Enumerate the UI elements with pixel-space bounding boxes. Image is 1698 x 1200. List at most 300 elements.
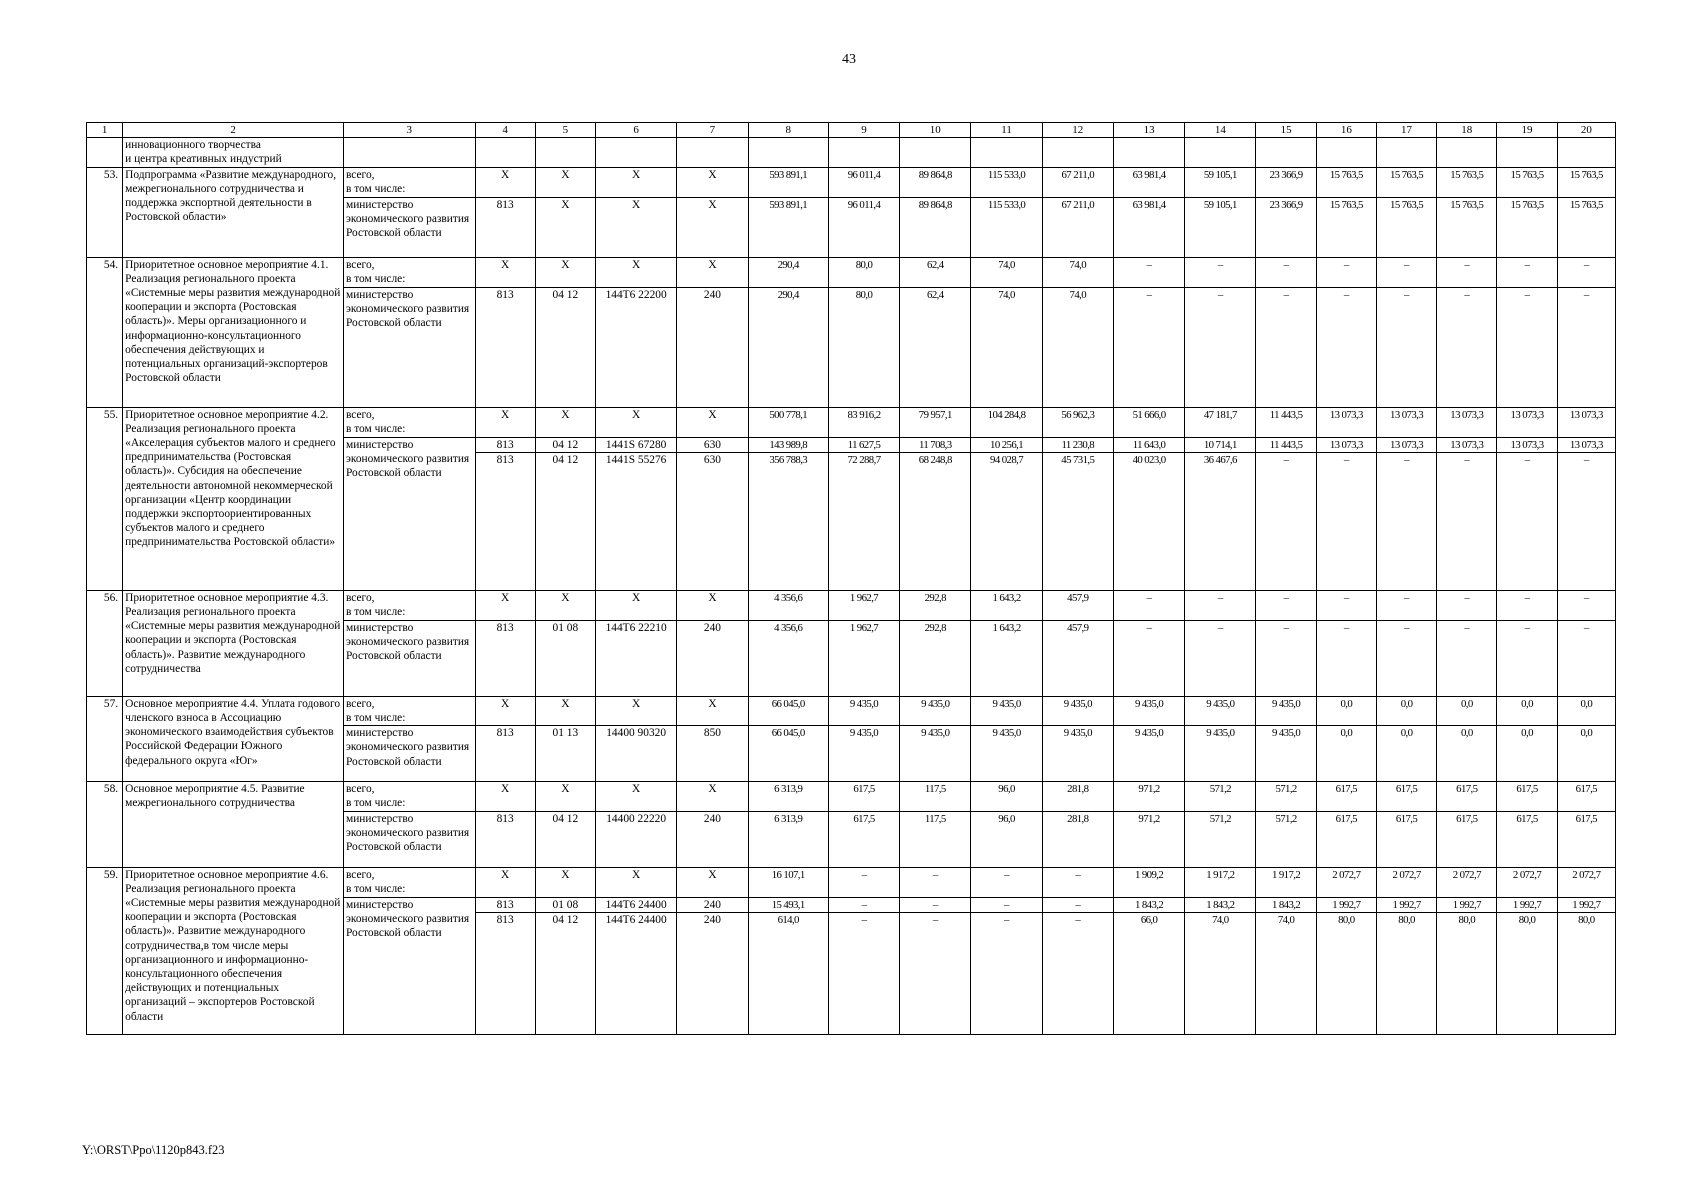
total-label: всего, в том числе: (344, 782, 476, 811)
total-value: X (677, 696, 748, 725)
total-value: 117,5 (900, 782, 971, 811)
sub-value: 80,0 (1316, 912, 1376, 1034)
sub-value: – (1113, 287, 1184, 407)
sub-value: – (1042, 912, 1113, 1034)
column-number-header: 8 (748, 123, 828, 138)
total-value: 0,0 (1376, 696, 1436, 725)
sub-value: – (1316, 620, 1376, 696)
column-number-row (87, 123, 1616, 138)
sub-value: 15 763,5 (1497, 197, 1557, 257)
sub-value: 14400 22220 (595, 811, 676, 867)
sub-value: 240 (677, 897, 748, 912)
sub-value: 1 843,2 (1113, 897, 1184, 912)
total-value: X (535, 867, 595, 897)
total-value: 13 073,3 (1557, 407, 1615, 437)
column-number-header: 17 (1376, 123, 1436, 138)
sub-value: 13 073,3 (1557, 437, 1615, 452)
total-value: X (535, 167, 595, 197)
sub-value: 01 13 (535, 726, 595, 782)
row-number: 57. (87, 696, 123, 781)
sub-value: 10 714,1 (1185, 437, 1256, 452)
sub-value: 9 435,0 (971, 726, 1042, 782)
sub-value: 63 981,4 (1113, 197, 1184, 257)
table-row (87, 782, 1616, 811)
total-value: 15 763,5 (1557, 167, 1615, 197)
sub-value: 0,0 (1437, 726, 1497, 782)
measure-name: Приоритетное основное мероприятие 4.6. Реализация регионального проекта «Системные меры развития международной кооперации и экспорта (Ростовская область)». Развитие международного сотрудничества,в том числе меры организационного и информационно-консультационного обеспечения действующих и потенциальных организаций – экспортеров Ростовской области (123, 867, 344, 1034)
measure-name: Приоритетное основное мероприятие 4.1. Реализация регионального проекта «Системные меры развития международной кооперации и экспорта (Ростовская область)». Меры организационного и информационно-консультационного обеспечения действующих и потенциальных организаций-экспортеров Ростовской области (123, 257, 344, 407)
total-value: 617,5 (1376, 782, 1436, 811)
sub-value: 1 962,7 (828, 620, 899, 696)
total-value: X (535, 590, 595, 620)
total-value: X (475, 257, 535, 287)
sub-value: 1 843,2 (1256, 897, 1316, 912)
empty-cell (748, 138, 828, 167)
sub-value: 813 (475, 897, 535, 912)
sub-value: – (900, 897, 971, 912)
empty-cell (1376, 138, 1436, 167)
sub-value: 1 643,2 (971, 620, 1042, 696)
sub-value: 240 (677, 912, 748, 1034)
sub-value: 240 (677, 620, 748, 696)
empty-cell (595, 138, 676, 167)
total-value: X (535, 696, 595, 725)
table-body (87, 123, 1616, 1035)
sub-value: 11 627,5 (828, 437, 899, 452)
executor: министерство экономического развития Ростовской области (344, 287, 476, 407)
measure-name: Приоритетное основное мероприятие 4.3. Реализация регионального проекта «Системные меры развития международной кооперации и экспорта (Ростовская область)». Развитие международного сотрудничества (123, 590, 344, 696)
total-label: всего, в том числе: (344, 696, 476, 725)
total-value: 83 916,2 (828, 407, 899, 437)
total-value: 1 643,2 (971, 590, 1042, 620)
executor: министерство экономического развития Ростовской области (344, 726, 476, 782)
sub-value: – (1256, 620, 1316, 696)
total-value: – (1185, 257, 1256, 287)
sub-value: 11 230,8 (1042, 437, 1113, 452)
sub-value: 9 435,0 (1113, 726, 1184, 782)
total-value: X (677, 167, 748, 197)
column-number-header: 9 (828, 123, 899, 138)
sub-value: 143 989,8 (748, 437, 828, 452)
total-value: 617,5 (1437, 782, 1497, 811)
measure-name: Подпрограмма «Развитие международного, межрегионального сотрудничества и поддержка экспортной деятельности в Ростовской области» (123, 167, 344, 257)
sub-value: 9 435,0 (1185, 726, 1256, 782)
sub-value: 36 467,6 (1185, 452, 1256, 590)
sub-value: 04 12 (535, 811, 595, 867)
sub-value: – (1256, 452, 1316, 590)
sub-value: X (535, 197, 595, 257)
total-value: 0,0 (1497, 696, 1557, 725)
sub-value: 6 313,9 (748, 811, 828, 867)
total-value: 593 891,1 (748, 167, 828, 197)
table-row (87, 407, 1616, 437)
sub-value: 1441S 67280 (595, 437, 676, 452)
sub-value: – (1376, 452, 1436, 590)
sub-value: 96,0 (971, 811, 1042, 867)
sub-value: 15 763,5 (1316, 197, 1376, 257)
continuation-name: инновационного творчества и центра креативных индустрий (123, 138, 344, 167)
sub-value: 10 256,1 (971, 437, 1042, 452)
sub-value: – (1557, 287, 1615, 407)
sub-value: 617,5 (1557, 811, 1615, 867)
empty-cell (344, 138, 476, 167)
sub-value: 13 073,3 (1437, 437, 1497, 452)
total-value: X (595, 167, 676, 197)
sub-value: 74,0 (971, 287, 1042, 407)
executor: министерство экономического развития Ростовской области (344, 811, 476, 867)
total-value: – (1437, 257, 1497, 287)
sub-value: 144T6 22210 (595, 620, 676, 696)
column-number-header: 7 (677, 123, 748, 138)
total-value: 4 356,6 (748, 590, 828, 620)
row-number: 59. (87, 867, 123, 1034)
sub-value: 617,5 (1376, 811, 1436, 867)
row-number (87, 138, 123, 167)
table-row (87, 257, 1616, 287)
total-value: 9 435,0 (1113, 696, 1184, 725)
column-number-header: 16 (1316, 123, 1376, 138)
measure-name: Основное мероприятие 4.4. Уплата годового членского взноса в Ассоциацию экономического взаимодействия субъектов Российской Федерации Южного федерального округа «Юг» (123, 696, 344, 781)
sub-value: 144T6 24400 (595, 912, 676, 1034)
total-value: – (900, 867, 971, 897)
sub-value: 971,2 (1113, 811, 1184, 867)
column-number-header: 4 (475, 123, 535, 138)
sub-value: 04 12 (535, 287, 595, 407)
total-value: X (595, 867, 676, 897)
sub-value: 614,0 (748, 912, 828, 1034)
total-value: – (1557, 257, 1615, 287)
sub-value: 15 493,1 (748, 897, 828, 912)
sub-value: – (1497, 287, 1557, 407)
total-value: 15 763,5 (1497, 167, 1557, 197)
total-value: 6 313,9 (748, 782, 828, 811)
page-number: 43 (842, 52, 856, 67)
total-value: X (677, 407, 748, 437)
sub-value: – (828, 912, 899, 1034)
empty-cell (900, 138, 971, 167)
total-value: 1 909,2 (1113, 867, 1184, 897)
sub-value: X (677, 197, 748, 257)
measure-name: Основное мероприятие 4.5. Развитие межрегионального сотрудничества (123, 782, 344, 867)
total-value: X (677, 590, 748, 620)
sub-value: 144T6 24400 (595, 897, 676, 912)
sub-value: 1 992,7 (1437, 897, 1497, 912)
total-value: – (1185, 590, 1256, 620)
total-value: X (475, 407, 535, 437)
table-row (87, 867, 1616, 897)
total-value: 292,8 (900, 590, 971, 620)
total-value: 80,0 (828, 257, 899, 287)
sub-value: – (828, 897, 899, 912)
sub-value: 74,0 (1256, 912, 1316, 1034)
sub-value: 14400 90320 (595, 726, 676, 782)
sub-value: 240 (677, 811, 748, 867)
row-number: 53. (87, 167, 123, 257)
sub-value: 0,0 (1316, 726, 1376, 782)
sub-value: 240 (677, 287, 748, 407)
empty-cell (535, 138, 595, 167)
sub-value: – (1113, 620, 1184, 696)
total-value: – (1042, 867, 1113, 897)
sub-value: 813 (475, 287, 535, 407)
total-value: – (828, 867, 899, 897)
sub-value: 813 (475, 726, 535, 782)
sub-value: 89 864,8 (900, 197, 971, 257)
sub-value: – (1042, 897, 1113, 912)
sub-value: 13 073,3 (1497, 437, 1557, 452)
total-value: X (595, 696, 676, 725)
column-number-header: 2 (123, 123, 344, 138)
empty-cell (1256, 138, 1316, 167)
total-value: X (677, 867, 748, 897)
sub-value: – (1376, 620, 1436, 696)
total-value: 74,0 (971, 257, 1042, 287)
total-value: X (475, 782, 535, 811)
column-number-header: 15 (1256, 123, 1316, 138)
total-value: 96,0 (971, 782, 1042, 811)
sub-value: – (1437, 287, 1497, 407)
total-value: 1 917,2 (1256, 867, 1316, 897)
row-number: 54. (87, 257, 123, 407)
total-value: – (1376, 257, 1436, 287)
empty-cell (677, 138, 748, 167)
sub-value: – (900, 912, 971, 1034)
total-value: – (971, 867, 1042, 897)
sub-value: 23 366,9 (1256, 197, 1316, 257)
total-label: всего, в том числе: (344, 257, 476, 287)
sub-value: – (1557, 452, 1615, 590)
sub-value: 617,5 (828, 811, 899, 867)
total-value: 89 864,8 (900, 167, 971, 197)
file-path-footer: Y:\ORST\Ppo\1120p843.f23 (82, 1143, 225, 1157)
sub-value: 15 763,5 (1376, 197, 1436, 257)
sub-value: 813 (475, 452, 535, 590)
sub-value: 9 435,0 (900, 726, 971, 782)
sub-value: 94 028,7 (971, 452, 1042, 590)
total-value: 617,5 (1316, 782, 1376, 811)
sub-value: – (1497, 620, 1557, 696)
column-number-header: 3 (344, 123, 476, 138)
total-value: X (595, 257, 676, 287)
total-value: X (595, 590, 676, 620)
sub-value: 1 992,7 (1497, 897, 1557, 912)
sub-value: 9 435,0 (1042, 726, 1113, 782)
total-value: 9 435,0 (1185, 696, 1256, 725)
sub-value: 01 08 (535, 620, 595, 696)
total-value: – (1316, 590, 1376, 620)
total-value: 115 533,0 (971, 167, 1042, 197)
row-number: 58. (87, 782, 123, 867)
total-label: всего, в том числе: (344, 167, 476, 197)
total-value: 47 181,7 (1185, 407, 1256, 437)
total-value: 13 073,3 (1437, 407, 1497, 437)
sub-value: 593 891,1 (748, 197, 828, 257)
sub-value: 0,0 (1497, 726, 1557, 782)
empty-cell (828, 138, 899, 167)
total-value: X (595, 782, 676, 811)
total-label: всего, в том числе: (344, 590, 476, 620)
sub-value: 11 708,3 (900, 437, 971, 452)
total-label: всего, в том числе: (344, 407, 476, 437)
sub-value: 356 788,3 (748, 452, 828, 590)
column-number-header: 10 (900, 123, 971, 138)
total-value: 617,5 (1557, 782, 1615, 811)
total-value: X (535, 782, 595, 811)
total-value: 0,0 (1557, 696, 1615, 725)
sub-value: 630 (677, 452, 748, 590)
sub-value: – (1557, 620, 1615, 696)
sub-value: 66,0 (1113, 912, 1184, 1034)
sub-value: 11 643,0 (1113, 437, 1184, 452)
total-value: 0,0 (1437, 696, 1497, 725)
sub-value: 74,0 (1042, 287, 1113, 407)
sub-value: 1 992,7 (1557, 897, 1615, 912)
sub-value: X (595, 197, 676, 257)
total-value: X (475, 167, 535, 197)
sub-value: 74,0 (1185, 912, 1256, 1034)
sub-value: 11 443,5 (1256, 437, 1316, 452)
table-row (87, 696, 1616, 725)
total-value: 571,2 (1256, 782, 1316, 811)
empty-cell (1042, 138, 1113, 167)
column-number-header: 13 (1113, 123, 1184, 138)
sub-value: 40 023,0 (1113, 452, 1184, 590)
executor: министерство экономического развития Ростовской области (344, 197, 476, 257)
total-value: 15 763,5 (1376, 167, 1436, 197)
total-value: – (1113, 590, 1184, 620)
total-value: 9 435,0 (900, 696, 971, 725)
total-value: 15 763,5 (1437, 167, 1497, 197)
total-value: 2 072,7 (1437, 867, 1497, 897)
total-value: – (1256, 590, 1316, 620)
row-number: 55. (87, 407, 123, 590)
total-value: 23 366,9 (1256, 167, 1316, 197)
continuation-row (87, 138, 1616, 167)
sub-value: – (1256, 287, 1316, 407)
sub-value: – (971, 897, 1042, 912)
total-value: 74,0 (1042, 257, 1113, 287)
sub-value: 80,0 (1557, 912, 1615, 1034)
sub-value: – (1185, 620, 1256, 696)
total-value: 96 011,4 (828, 167, 899, 197)
sub-value: 45 731,5 (1042, 452, 1113, 590)
total-value: 2 072,7 (1497, 867, 1557, 897)
executor: министерство экономического развития Ростовской области (344, 437, 476, 590)
total-label: всего, в том числе: (344, 867, 476, 897)
sub-value: 01 08 (535, 897, 595, 912)
total-value: X (677, 257, 748, 287)
sub-value: – (1316, 452, 1376, 590)
sub-value: – (1437, 452, 1497, 590)
total-value: 62,4 (900, 257, 971, 287)
sub-value: 1 843,2 (1185, 897, 1256, 912)
total-value: 281,8 (1042, 782, 1113, 811)
sub-value: 1 992,7 (1316, 897, 1376, 912)
total-value: 9 435,0 (828, 696, 899, 725)
budget-table (86, 122, 1616, 1035)
total-value: – (1497, 590, 1557, 620)
empty-cell (1557, 138, 1615, 167)
sub-value: – (1376, 287, 1436, 407)
total-value: 2 072,7 (1316, 867, 1376, 897)
sub-value: 1441S 55276 (595, 452, 676, 590)
total-value: 13 073,3 (1376, 407, 1436, 437)
sub-value: 1 992,7 (1376, 897, 1436, 912)
total-value: 16 107,1 (748, 867, 828, 897)
sub-value: 67 211,0 (1042, 197, 1113, 257)
total-value: 2 072,7 (1376, 867, 1436, 897)
sub-value: 457,9 (1042, 620, 1113, 696)
empty-cell (971, 138, 1042, 167)
empty-cell (475, 138, 535, 167)
column-number-header: 14 (1185, 123, 1256, 138)
total-value: 2 072,7 (1557, 867, 1615, 897)
total-value: 13 073,3 (1497, 407, 1557, 437)
sub-value: – (1437, 620, 1497, 696)
total-value: 571,2 (1185, 782, 1256, 811)
column-number-header: 18 (1437, 123, 1497, 138)
sub-value: 9 435,0 (1256, 726, 1316, 782)
sub-value: 96 011,4 (828, 197, 899, 257)
sub-value: 0,0 (1376, 726, 1436, 782)
sub-value: 617,5 (1316, 811, 1376, 867)
column-number-header: 19 (1497, 123, 1557, 138)
table-row (87, 167, 1616, 197)
sub-value: 13 073,3 (1376, 437, 1436, 452)
sub-value: 813 (475, 912, 535, 1034)
sub-value: 4 356,6 (748, 620, 828, 696)
total-value: 56 962,3 (1042, 407, 1113, 437)
executor: министерство экономического развития Ростовской области (344, 620, 476, 696)
row-number: 56. (87, 590, 123, 696)
executor: министерство экономического развития Ростовской области (344, 897, 476, 1034)
total-value: 79 957,1 (900, 407, 971, 437)
total-value: 51 666,0 (1113, 407, 1184, 437)
sub-value: 292,8 (900, 620, 971, 696)
total-value: X (677, 782, 748, 811)
sub-value: 80,0 (1497, 912, 1557, 1034)
total-value: X (475, 867, 535, 897)
table-row (87, 590, 1616, 620)
sub-value: 04 12 (535, 452, 595, 590)
column-number-header: 20 (1557, 123, 1615, 138)
sub-value: 571,2 (1185, 811, 1256, 867)
sub-value: 04 12 (535, 912, 595, 1034)
sub-value: 571,2 (1256, 811, 1316, 867)
total-value: 971,2 (1113, 782, 1184, 811)
sub-value: 813 (475, 437, 535, 452)
sub-value: 15 763,5 (1557, 197, 1615, 257)
sub-value: – (1316, 287, 1376, 407)
sub-value: – (1185, 287, 1256, 407)
empty-cell (1497, 138, 1557, 167)
total-value: 66 045,0 (748, 696, 828, 725)
sub-value: 80,0 (828, 287, 899, 407)
total-value: 1 917,2 (1185, 867, 1256, 897)
sub-value: 04 12 (535, 437, 595, 452)
sub-value: 117,5 (900, 811, 971, 867)
total-value: X (535, 257, 595, 287)
total-value: – (1113, 257, 1184, 287)
sub-value: 0,0 (1557, 726, 1615, 782)
empty-cell (1113, 138, 1184, 167)
sub-value: 59 105,1 (1185, 197, 1256, 257)
sub-value: – (971, 912, 1042, 1034)
sub-value: 281,8 (1042, 811, 1113, 867)
total-value: 15 763,5 (1316, 167, 1376, 197)
total-value: – (1437, 590, 1497, 620)
sub-value: 72 288,7 (828, 452, 899, 590)
